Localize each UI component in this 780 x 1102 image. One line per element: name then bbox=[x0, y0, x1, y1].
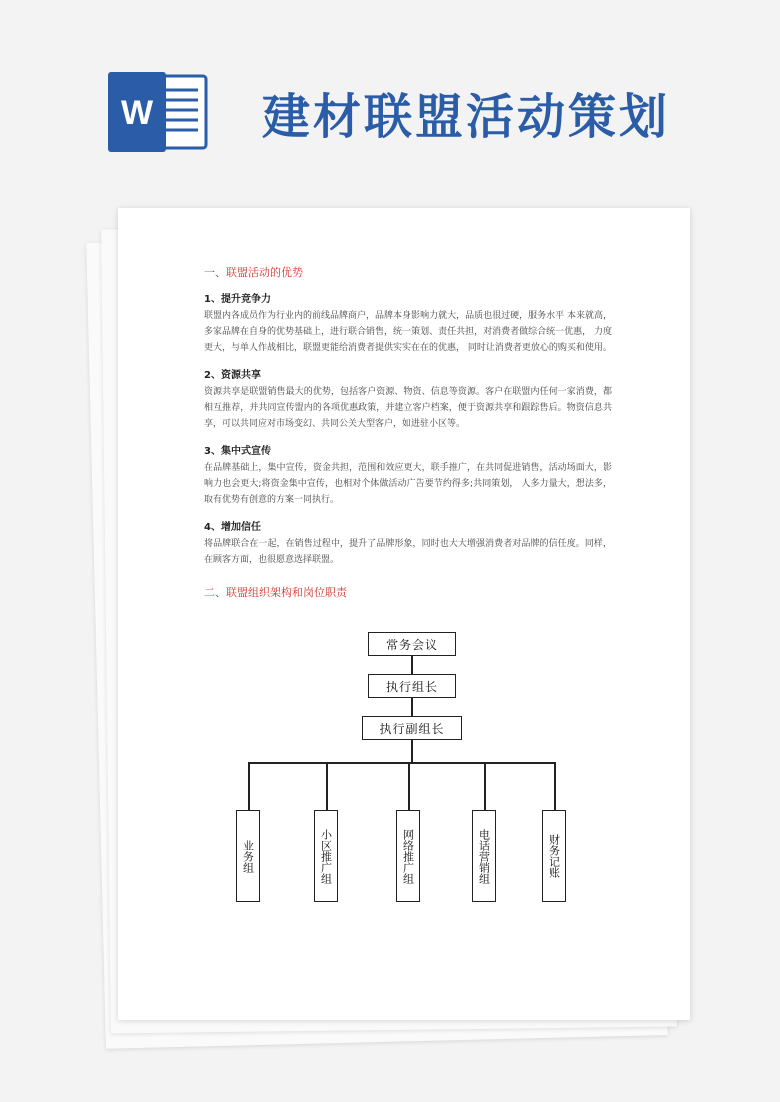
connector-line bbox=[326, 762, 328, 810]
item-body: 在品牌基础上，集中宣传，资金共担，范围和效应更大，联手推广，在共同促进销售，活动场面大，影响力也会更大;将资金集中宣传，也相对个体做活动广告要节约得多;共同策划， 人多力量大，想法多，取有优势有创意的方案一同执行。 bbox=[204, 463, 612, 505]
document-page bbox=[118, 208, 690, 1020]
item-title: 3、集中式宣传 bbox=[204, 446, 271, 457]
org-node-group: 财务记账 bbox=[542, 810, 566, 902]
word-logo-icon bbox=[108, 72, 208, 152]
item-title: 2、资源共享 bbox=[204, 370, 261, 381]
connector-line bbox=[411, 656, 413, 674]
org-node-group: 网络推广组 bbox=[396, 810, 420, 902]
connector-line bbox=[411, 698, 413, 716]
org-node-group: 业务组 bbox=[236, 810, 260, 902]
section-heading: 一、联盟活动的优势 bbox=[204, 266, 303, 279]
item-title: 1、提升竞争力 bbox=[204, 294, 271, 305]
org-chart bbox=[118, 208, 690, 1020]
item-body: 资源共享是联盟销售最大的优势，包括客户资源、物资、信息等资源。客户在联盟内任何一家消费，都相互推荐，并共同宣传盟内的各项优惠政策，并建立客户档案，便于资源共享和跟踪售后。物资信息共享，可以共同应对市场变幻、共同公关大型客户，如进驻小区等。 bbox=[204, 387, 612, 429]
connector-line bbox=[248, 762, 250, 810]
connector-line bbox=[411, 740, 413, 763]
item-title: 4、增加信任 bbox=[204, 522, 261, 533]
connector-line bbox=[408, 762, 410, 810]
org-node-group: 小区推广组 bbox=[314, 810, 338, 902]
connector-line bbox=[484, 762, 486, 810]
org-node-level1: 常务会议 bbox=[368, 632, 456, 656]
org-node-level3: 执行副组长 bbox=[362, 716, 462, 740]
org-node-group: 电话营销组 bbox=[472, 810, 496, 902]
document-title: 建材联盟活动策划 bbox=[262, 89, 671, 145]
item-body: 将品牌联合在一起，在销售过程中，提升了品牌形象，同时也大大增强消费者对品牌的信任度。同样，在顾客方面，也很愿意选择联盟。 bbox=[204, 539, 612, 565]
org-node-level2: 执行组长 bbox=[368, 674, 456, 698]
connector-line bbox=[554, 762, 556, 810]
section-heading: 二、联盟组织架构和岗位职责 bbox=[204, 586, 347, 599]
word-logo-letter: W bbox=[120, 94, 154, 132]
item-body: 联盟内各成员作为行业内的前线品牌商户，品牌本身影响力就大，品质也很过硬，服务水平 本来就高，多家品牌在自身的优势基础上，进行联合销售，统一策划、责任共担，对消费者做综合统一优惠， 力度更大，与单人作战相比，联盟更能给消费者提供实实在在的优惠， 同时让消费者更放心的购买和使用。 bbox=[204, 311, 612, 353]
connector-bar bbox=[248, 762, 555, 764]
